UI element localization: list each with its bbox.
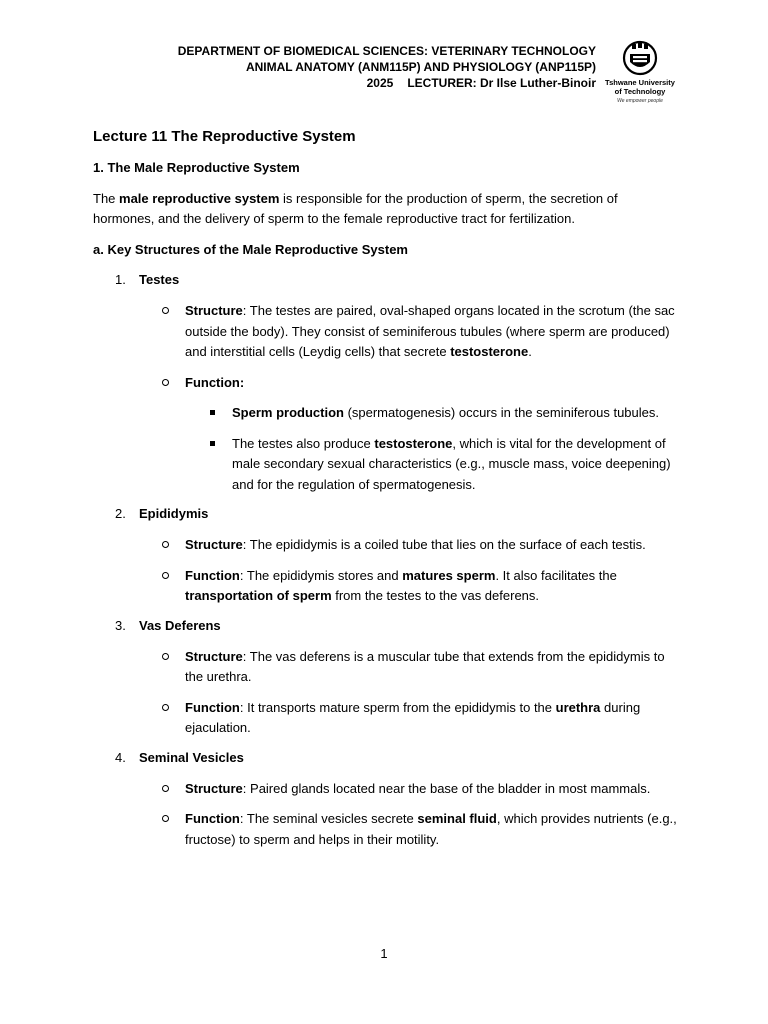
- circle-bullet-icon: [162, 307, 169, 314]
- circle-bullet-icon: [162, 785, 169, 792]
- year: 2025: [366, 76, 394, 90]
- university-name: Tshwane University of Technology: [605, 78, 675, 96]
- vas-deferens-function: Function: It transports mature sperm from the epididymis to the urethra during ejaculation.: [93, 698, 681, 739]
- circle-bullet-icon: [162, 572, 169, 579]
- tut-crest-icon: [622, 40, 658, 76]
- circle-bullet-icon: [162, 379, 169, 386]
- intro-paragraph: The male reproductive system is responsible for the production of sperm, the secretion of hormones, and the delivery of sperm to the female reproductive tract for fertilization.: [93, 191, 618, 226]
- circle-bullet-icon: [162, 653, 169, 660]
- subsection-heading: a. Key Structures of the Male Reproductive System: [93, 242, 408, 257]
- square-bullet-icon: [210, 441, 215, 446]
- document-body: [93, 128, 681, 860]
- university-logo: [604, 40, 676, 112]
- circle-bullet-icon: [162, 541, 169, 548]
- lecturer: LECTURER: Dr Ilse Luther-Binoir: [407, 76, 596, 90]
- university-motto: We empower people: [617, 98, 663, 104]
- seminal-vesicles-structure: Structure: Paired glands located near the base of the bladder in most mammals.: [93, 779, 681, 800]
- list-item-epididymis: 2. Epididymis: [115, 506, 209, 521]
- list-item-vas-deferens: 3. Vas Deferens: [115, 617, 221, 633]
- testes-bullet-testosterone: The testes also produce testosterone, which is vital for the development of male secondary sexual characteristics (e.g., muscle mass, voice deepening) and for the regulation of spermatogenesis.: [93, 434, 681, 496]
- department-line: DEPARTMENT OF BIOMEDICAL SCIENCES: VETERINARY TECHNOLOGY: [177, 44, 596, 58]
- circle-bullet-icon: [162, 704, 169, 711]
- square-bullet-icon: [210, 410, 215, 415]
- testes-bullet-sperm: Sperm production (spermatogenesis) occurs in the seminiferous tubules.: [93, 403, 681, 424]
- testes-structure: Structure: The testes are paired, oval-shaped organs located in the scrotum (the sac outside the body). They consist of seminiferous tubules (where sperm are produced) and interstitial cells (Leydig cells) that secrete testosterone.: [93, 301, 681, 363]
- list-item-testes: 1. Testes: [115, 272, 180, 287]
- lecture-title: Lecture 11 The Reproductive System: [93, 128, 356, 145]
- vas-deferens-structure: Structure: The vas deferens is a muscular tube that extends from the epididymis to the urethra.: [93, 647, 681, 688]
- document-header: [76, 43, 596, 91]
- page-number: 1: [380, 946, 388, 961]
- section-heading: 1. The Male Reproductive System: [93, 160, 300, 175]
- course-line: ANIMAL ANATOMY (ANM115P) AND PHYSIOLOGY (ANP115P): [245, 60, 596, 74]
- epididymis-structure: Structure: The epididymis is a coiled tube that lies on the surface of each testis.: [93, 535, 681, 556]
- seminal-vesicles-function: Function: The seminal vesicles secrete seminal fluid, which provides nutrients (e.g., fructose) to sperm and helps in their motility.: [93, 809, 681, 850]
- testes-function: Function:: [93, 373, 681, 394]
- list-item-seminal-vesicles: 4. Seminal Vesicles: [115, 749, 244, 765]
- epididymis-function: Function: The epididymis stores and matures sperm. It also facilitates the transportation of sperm from the testes to the vas deferens.: [93, 566, 681, 607]
- circle-bullet-icon: [162, 815, 169, 822]
- year-lecturer-line: [76, 75, 596, 91]
